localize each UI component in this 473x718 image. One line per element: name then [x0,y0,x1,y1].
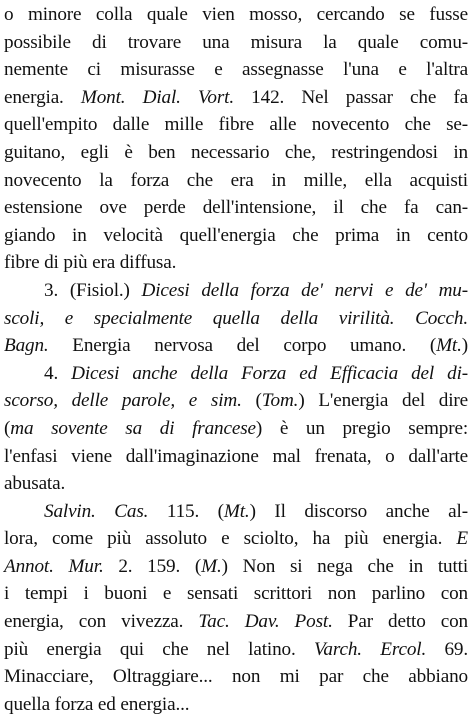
dictionary-page-text [4,1,470,718]
italic-text-span: E [456,528,468,550]
italic-text-span: scoli, e specialmente quella della virilità. Cocch. [4,307,468,329]
text-line [4,111,468,139]
text-span: ) L'energia del dire [298,390,468,412]
text-line [4,525,468,553]
text-span: ) Il discorso anche al- [249,500,468,522]
text-line [4,691,470,718]
italic-text-span: Tac. Dav. Post. [198,611,333,633]
italic-text-span: Dicesi anche della Forza ed Efficacia del di- [71,362,468,384]
italic-text-span: Dicesi della forza de' nervi e de' mu- [141,279,468,301]
text-span: nemente ci misurasse e assegnasse l'una e l'altra [4,59,468,81]
text-line [4,332,468,360]
italic-text-span: Salvin. Cas. [44,500,149,522]
text-line [4,139,468,167]
text-line [4,470,470,498]
text-line [4,443,468,471]
text-span: estensione ove perde dell'intensione, il che fa can- [4,197,468,219]
text-span: ) [461,335,468,357]
text-span: ( [241,390,262,412]
text-span: i tempi i buoni e sensati scrittori non parlino con [4,583,468,605]
text-span: novecento la forza che era in mille, ella acquisti [4,169,468,191]
text-span: possibile di trovare una misura la quale comu- [4,31,468,53]
text-line [4,167,468,195]
text-span: energia. [4,86,81,108]
text-line [4,1,468,29]
text-span: 115. ( [148,500,224,522]
text-line [4,249,470,277]
text-span: 69. [426,638,468,660]
text-span: quell'empito dalle mille fibre alle novecento che se- [4,114,468,136]
text-line [4,415,468,443]
italic-text-span: Annot. Mur. [4,555,104,577]
text-span: 4. [44,362,72,384]
text-span: ) è un pregio sempre: [255,417,468,439]
text-line [4,663,468,691]
text-span: ( [4,417,11,439]
text-span: Par detto con [332,611,468,633]
italic-text-span: Varch. Ercol. [313,638,427,660]
text-line [4,56,468,84]
italic-text-span: Mont. Dial. Vort. [80,86,234,108]
text-span: abusata. [4,473,66,495]
italic-text-span: Tom. [261,390,299,412]
text-line [4,84,468,112]
text-line [4,360,468,388]
text-span: più energia qui che nel latino. [4,638,314,660]
text-span: 2. 159. ( [103,555,202,577]
text-span: guitano, egli è ben necessario che, restringendosi in [4,141,468,163]
italic-text-span: Mt. [223,500,250,522]
text-line [4,222,468,250]
text-line [4,277,468,305]
text-span: Energia nervosa del corpo umano. ( [48,335,437,357]
italic-text-span: Mt. [436,335,462,357]
text-line [4,387,468,415]
italic-text-span: ma sovente sa di francese [10,417,256,439]
text-line [4,553,468,581]
italic-text-span: M. [201,555,222,577]
text-line [4,580,468,608]
text-span: lora, come più assoluto e sciolto, ha più energia. [4,528,457,550]
text-line [4,608,468,636]
italic-text-span: Bagn. [4,335,49,357]
text-span: o minore colla quale vien mosso, cercando se fusse [4,4,468,25]
text-span: ) Non si nega che in tutti [221,555,468,577]
text-span: giando in velocità quell'energia che prima in cento [4,224,468,246]
text-span: l'enfasi viene dall'imaginazione mal frenata, o dall'arte [4,445,468,467]
text-line [4,498,468,526]
text-line [4,29,468,57]
text-span: energia, con vivezza. [4,611,199,633]
text-span: fibre di più era diffusa. [4,252,177,274]
text-span: 3. (Fisiol.) [44,279,142,301]
text-line [4,194,468,222]
text-line [4,636,468,664]
text-span: quella forza ed energia... [4,693,190,715]
text-span: Minacciare, Oltraggiare... non mi par che abbiano [4,666,468,688]
text-line [4,305,468,333]
text-span: 142. Nel passar che fa [234,86,468,108]
italic-text-span: scorso, delle parole, e sim. [4,390,242,412]
